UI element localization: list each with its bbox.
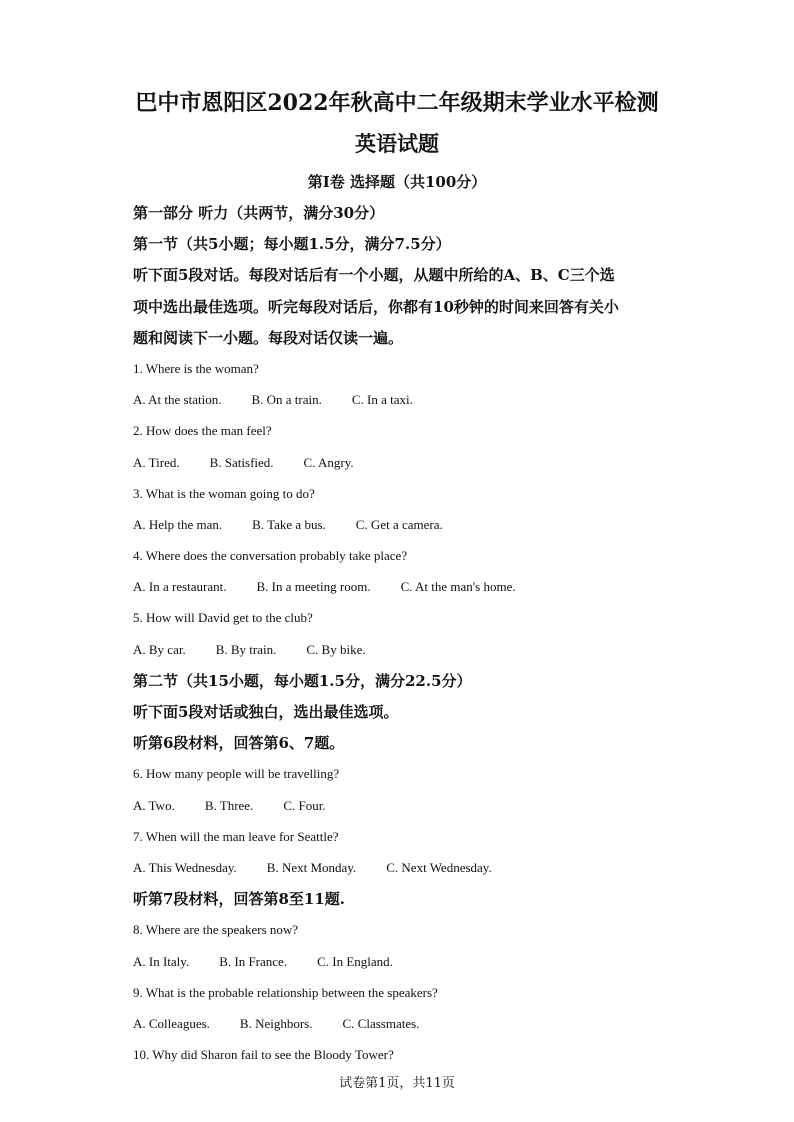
question-text: 5. How will David get to the club?	[133, 610, 313, 626]
option-a: A. This Wednesday.	[133, 859, 237, 875]
instruction-line: 题和阅读下一小题。每段对话仅读一遍。	[133, 328, 404, 347]
option-c: C. Four.	[283, 797, 326, 813]
option-c: C. Classmates.	[342, 1015, 420, 1031]
option-b: B. On a train.	[251, 392, 322, 408]
question-text: 8. Where are the speakers now?	[133, 922, 299, 938]
answer-options	[133, 453, 663, 484]
option-a: A. Two.	[133, 797, 175, 813]
option-b: B. Take a bus.	[252, 516, 326, 532]
instruction-line: 项中选出最佳选项。听完每段对话后，你都有10秒钟的时间来回答有关小	[133, 297, 619, 316]
material-heading: 听第7段材料，回答第8至11题.	[133, 890, 345, 909]
exam-content	[133, 203, 663, 1076]
option-a: A. By car.	[133, 641, 186, 657]
answer-options	[133, 640, 663, 671]
exam-subtitle: 英语试题	[355, 131, 439, 156]
exam-title: 巴中市恩阳区2022年秋高中二年级期末学业水平检测	[135, 90, 659, 116]
option-c: C. In England.	[317, 953, 393, 969]
section2-heading: 第二节（共15小题，每小题1.5分，满分22.5分）	[133, 671, 472, 690]
option-c: C. In a taxi.	[351, 392, 413, 408]
option-b: B. Three.	[204, 797, 254, 813]
instruction-line: 听下面5段对话。每段对话后有一个小题，从题中所给的A、B、C三个选	[133, 266, 615, 285]
option-c: C. Next Wednesday.	[386, 859, 492, 875]
option-c: C. Angry.	[303, 454, 354, 470]
answer-options	[133, 1014, 663, 1045]
option-b: B. Next Monday.	[266, 859, 357, 875]
question-text: 9. What is the probable relationship between the speakers?	[133, 984, 438, 1000]
option-b: B. In a meeting room.	[256, 579, 371, 595]
option-c: C. At the man's home.	[400, 579, 516, 595]
question-text: 4. Where does the conversation probably take place?	[133, 548, 408, 564]
material-heading: 听第6段材料，回答第6、7题。	[133, 734, 345, 753]
option-a: A. At the station.	[133, 392, 222, 408]
answer-options	[133, 858, 663, 889]
option-a: A. Tired.	[133, 454, 180, 470]
page-footer: 试卷第1页，共11页	[339, 1076, 455, 1091]
option-b: B. Satisfied.	[209, 454, 274, 470]
answer-options	[133, 796, 663, 827]
question-text: 1. Where is the woman?	[133, 360, 259, 376]
question-text: 10. Why did Sharon fail to see the Bloody Tower?	[133, 1047, 394, 1063]
option-a: A. In a restaurant.	[133, 579, 227, 595]
answer-options	[133, 577, 663, 608]
question-text: 6. How many people will be travelling?	[133, 766, 340, 782]
section1-heading: 第一节（共5小题；每小题1.5分，满分7.5分）	[133, 235, 451, 254]
option-c: C. By bike.	[306, 641, 366, 657]
option-a: A. Colleagues.	[133, 1015, 210, 1031]
answer-options	[133, 952, 663, 983]
option-b: B. By train.	[215, 641, 277, 657]
option-c: C. Get a camera.	[355, 516, 443, 532]
option-a: A. In Italy.	[133, 953, 190, 969]
question-text: 2. How does the man feel?	[133, 423, 272, 439]
option-b: B. In France.	[219, 953, 288, 969]
option-b: B. Neighbors.	[239, 1015, 313, 1031]
part1-heading: 第一部分 听力（共两节，满分30分）	[133, 204, 385, 222]
volume-heading: 第I卷 选择题（共100分）	[307, 173, 487, 191]
answer-options	[133, 390, 663, 421]
question-text: 3. What is the woman going to do?	[133, 485, 315, 501]
option-a: A. Help the man.	[133, 516, 223, 532]
answer-options	[133, 515, 663, 546]
section2-instructions: 听下面5段对话或独白，选出最佳选项。	[133, 703, 399, 721]
question-text: 7. When will the man leave for Seattle?	[133, 828, 339, 844]
